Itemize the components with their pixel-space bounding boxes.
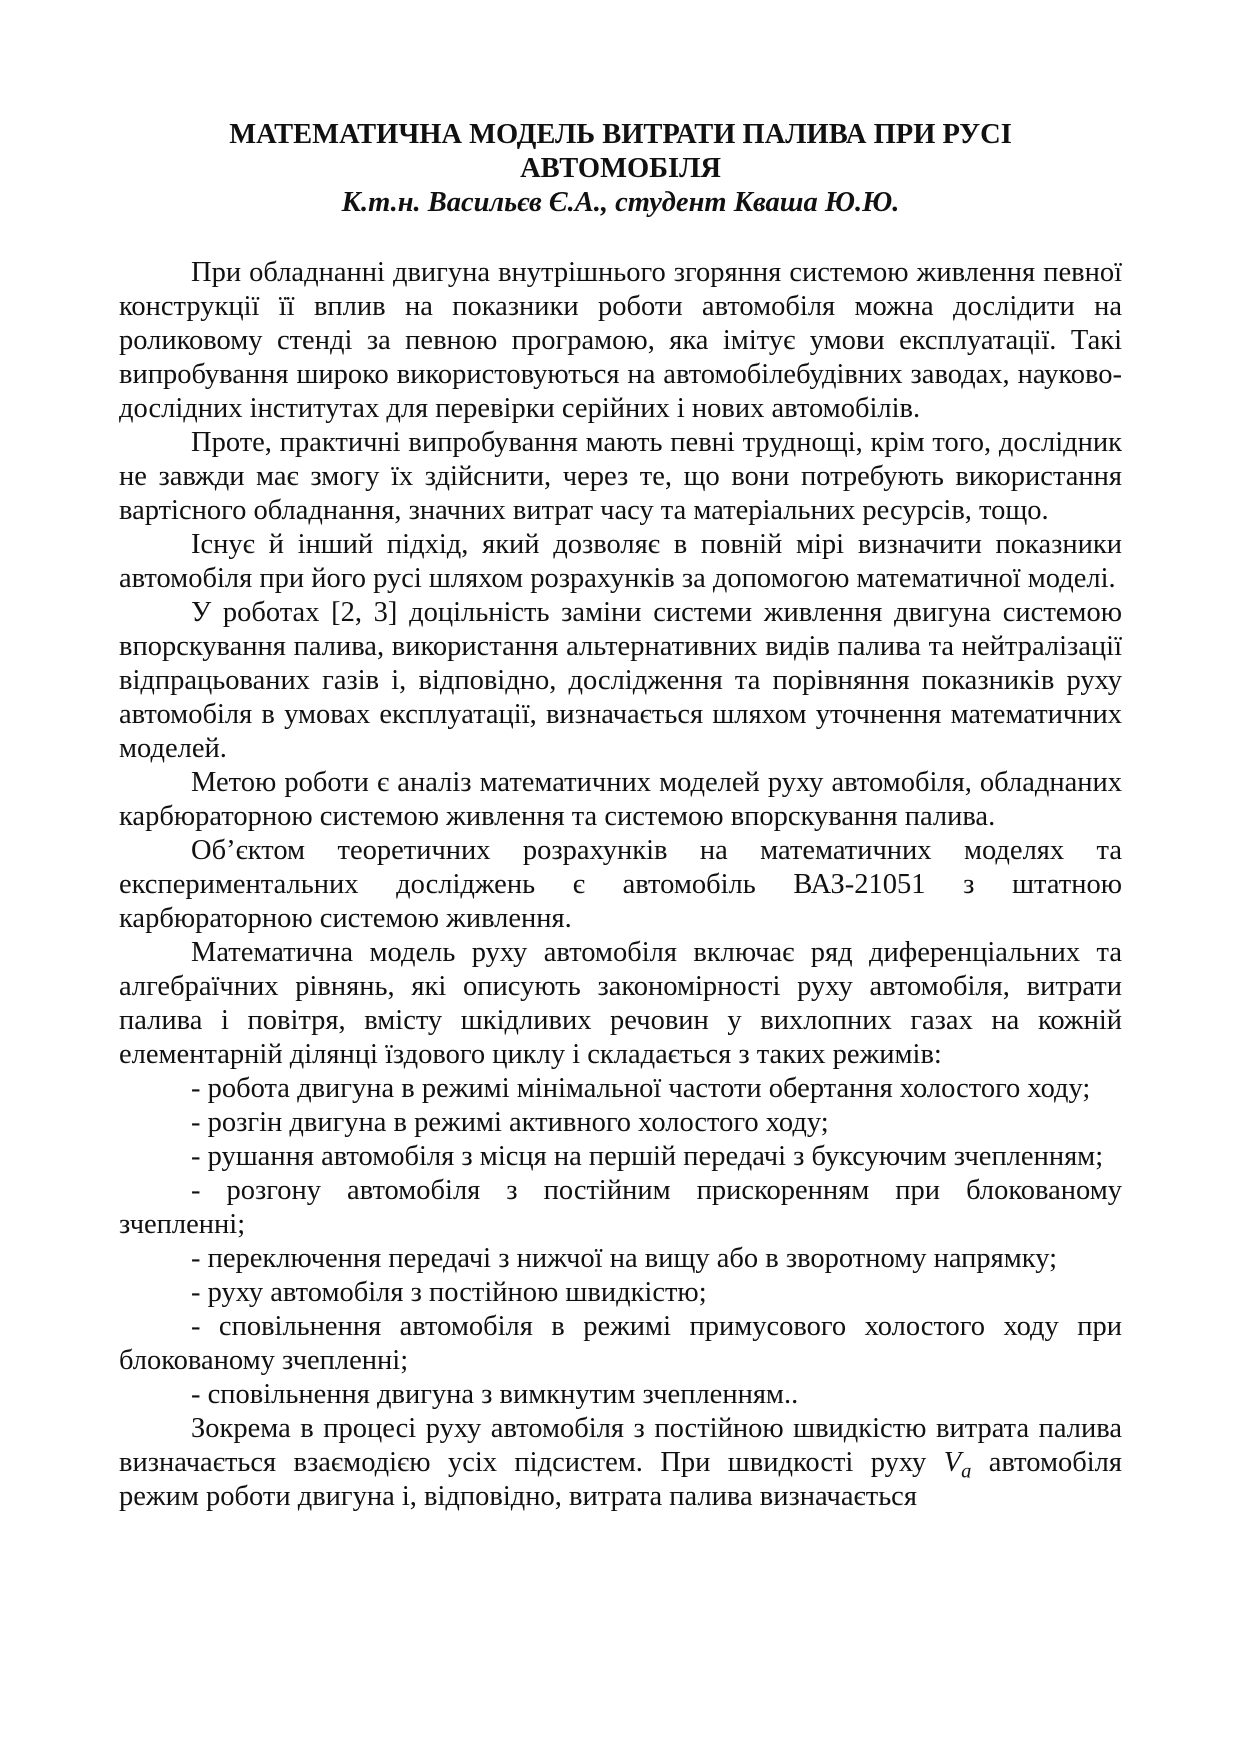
- velocity-subscript: a: [961, 1460, 972, 1483]
- final-paragraph: [119, 1412, 1122, 1514]
- list-item: - руху автомобіля з постійною швидкістю;: [191, 1277, 707, 1308]
- list-item: - розгін двигуна в режимі активного холостого ходу;: [191, 1107, 829, 1138]
- paragraph: Математична модель руху автомобіля включає ряд диференціальних та алгебраїчних рівнянь, які описують закономірності руху автомобіля, витрати палива і повітря, вмісту шкідливих речовин у вихлопних газах на кожній елементарній ділянці їздового циклу і складається з таких режимів:: [119, 937, 1122, 1070]
- document-body: [119, 118, 1122, 1514]
- list-item: - сповільнення автомобіля в режимі примусового холостого ходу при блокованому зчепленні;: [119, 1311, 1122, 1376]
- final-paragraph-text-before: Зокрема в процесі руху автомобіля з постійною швидкістю витрата палива визначається взаємодією усіх підсистем. При швидкості руху: [119, 1413, 1122, 1478]
- document-title-line-1: МАТЕМАТИЧНА МОДЕЛЬ ВИТРАТИ ПАЛИВА ПРИ РУСІ: [229, 119, 1012, 150]
- list-item: - рушання автомобіля з місця на першій передачі з буксуючим зчепленням;: [191, 1141, 1104, 1172]
- document-title-line-2: АВТОМОБІЛЯ: [520, 153, 721, 184]
- final-paragraph-text-after: автомобіля режим роботи двигуна і, відповідно, витрата палива визначається: [119, 1447, 1122, 1512]
- paragraph: При обладнанні двигуна внутрішнього згоряння системою живлення певної конструкції її вплив на показники роботи автомобіля можна дослідити на роликовому стенді за певною програмою, яка імітує умови експлуатації. Такі випробування широко використовуються на автомобілебудівних заводах, науково-дослідних інститутах для перевірки серійних і нових автомобілів.: [119, 257, 1122, 424]
- list-item: - переключення передачі з нижчої на вищу або в зворотному напрямку;: [191, 1243, 1058, 1274]
- document-authors: К.т.н. Васильєв Є.А., студент Кваша Ю.Ю.: [341, 187, 900, 218]
- list-item: - сповільнення двигуна з вимкнутим зчепленням..: [191, 1379, 799, 1410]
- paragraph: У роботах [2, 3] доцільність заміни системи живлення двигуна системою впорскування палива, використання альтернативних видів палива та нейтралізації відпрацьованих газів і, відповідно, дослідження та порівняння показників руху автомобіля в умовах експлуатації, визначається шляхом уточнення математичних моделей.: [119, 597, 1122, 764]
- velocity-symbol: V: [943, 1447, 962, 1478]
- paragraph: Існує й інший підхід, який дозволяє в повній мірі визначити показники автомобіля при його русі шляхом розрахунків за допомогою математичної моделі.: [119, 529, 1122, 594]
- paragraph: Проте, практичні випробування мають певні труднощі, крім того, дослідник не завжди має змогу їх здійснити, через те, що вони потребують використання вартісного обладнання, значних витрат часу та матеріальних ресурсів, тощо.: [119, 427, 1122, 526]
- list-item: - робота двигуна в режимі мінімальної частоти обертання холостого ходу;: [191, 1073, 1091, 1104]
- paragraph: Об’єктом теоретичних розрахунків на математичних моделях та експериментальних досліджень є автомобіль ВАЗ-21051 з штатною карбюраторною системою живлення.: [119, 835, 1122, 934]
- list-item: - розгону автомобіля з постійним прискоренням при блокованому зчепленні;: [119, 1175, 1122, 1240]
- paragraph: Метою роботи є аналіз математичних моделей руху автомобіля, обладнаних карбюраторною системою живлення та системою впорскування палива.: [119, 767, 1122, 832]
